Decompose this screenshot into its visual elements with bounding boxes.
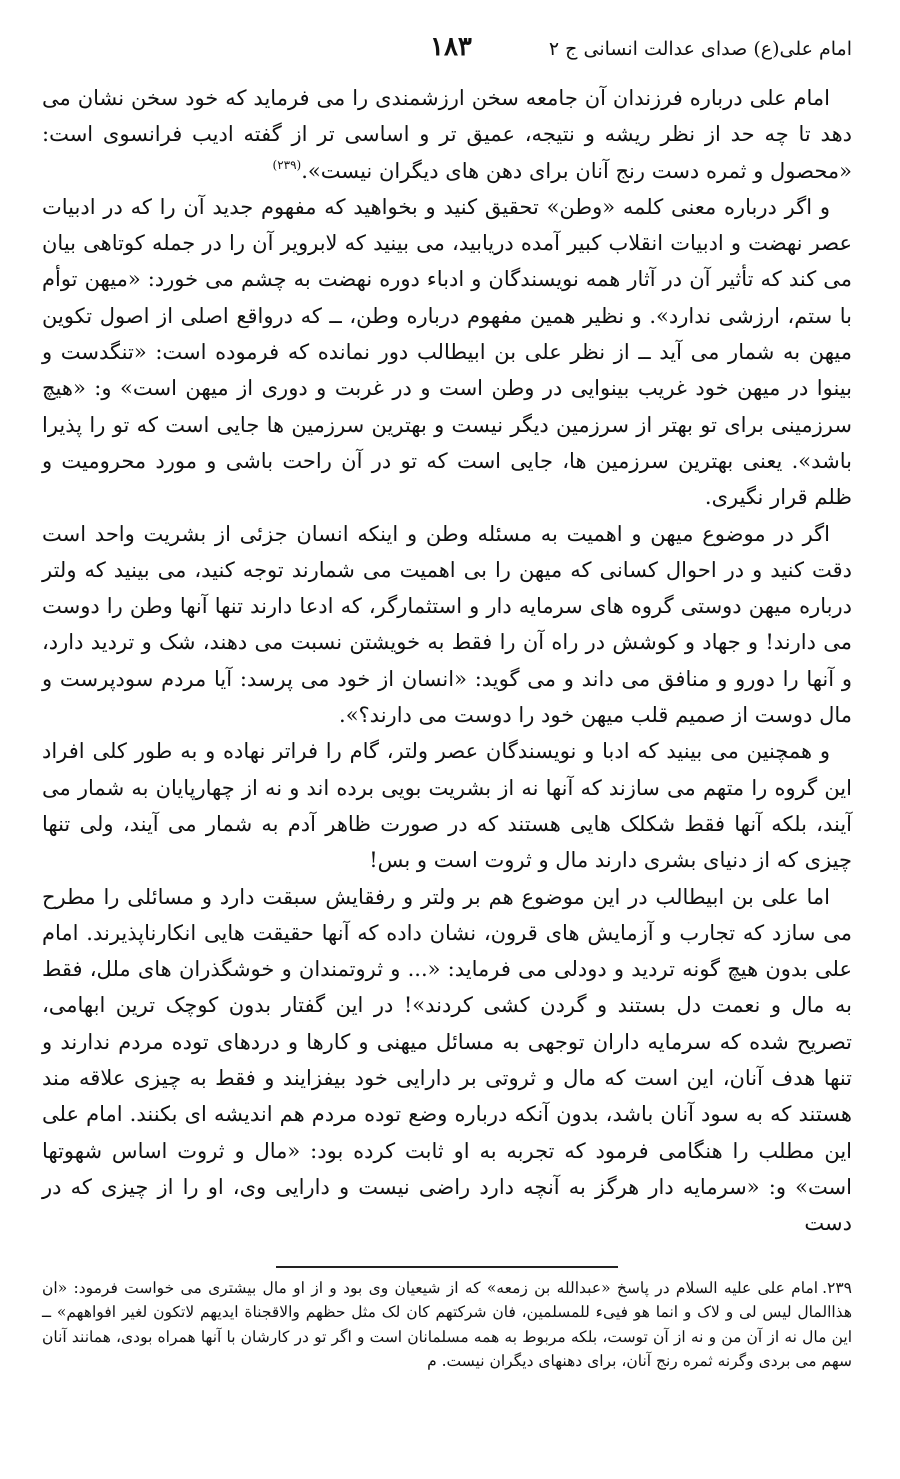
footnote — [42, 1276, 852, 1374]
paragraph — [42, 733, 852, 878]
body-text — [42, 80, 852, 1242]
footnote-number: ۲۳۹. — [822, 1278, 852, 1297]
running-head — [42, 30, 852, 80]
paragraph-text: امام علی درباره فرزندان آن جامعه سخن ارزشمندی را می فرماید که خود سخن نشان می دهد تا چه حد از نظر ریشه و نتیجه، عمیق تر و اساسی تر از گفته ادیب فرانسوی است: «محصول و ثمره دست رنج آنان برای دهن های دیگران نیست». — [42, 86, 852, 183]
book-title: امام علی(ع) صدای عدالت انسانی ج ۲ — [548, 38, 852, 60]
footnote-divider — [276, 1266, 618, 1268]
paragraph — [42, 516, 852, 734]
paragraph-text: اما علی بن ابیطالب در این موضوع هم بر ولتر و رفقایش سبقت دارد و مسائلی را مطرح می سازد که تجارب و آزمایش های قرون، نشان داده که آنها حقیقت هایی انکارناپذیرند. امام علی بدون هیچ گونه تردید و دودلی می فرماید: «... و ثروتمندان و خوشگذران های ملل، فقط به مال و نعمت دل بستند و گردن کشی کردند»! در این گفتار بدون کوچک ترین ابهامی، تصریح شده که سرمایه داران توجهی به مسائل میهنی و کارها و دردهای توده مردم ندارند و تنها هدف آنان، این است که مال و ثروتی بر دارایی خود بیفزایند و فقط به چیزی علاقه مند هستند که به سود آنان باشد، بدون آنکه درباره وضع توده مردم هم اندیشه ای بکنند. امام علی این مطلب را هنگامی فرمود که تجربه به او ثابت کرده بود: «مال و ثروت اساس شهوتها است» و: «سرمایه دار هرگز به آنچه دارد راضی نیست و دارایی وی، او را از چیزی که در دست — [42, 884, 852, 1236]
page-number: ۱۸۳ — [430, 32, 472, 62]
paragraph-text: و اگر درباره معنی کلمه «وطن» تحقیق کنید و بخواهید که مفهوم جدید آن را که در ادبیات عصر نهضت و ادبیات انقلاب کبیر آمده دریابید، می بینید که لابرویر آن را در جمله کوتاهی بیان می کند که تأثیر آن در آثار همه نویسندگان و ادباء دوره نهضت به چشم می خورد: «میهن توأم با ستم، ارزشی ندارد». و نظیر همین مفهوم درباره وطن، ــ که درواقع اصلی از اصول تکوین میهن به شمار می آید ــ از نظر علی بن ابیطالب دور نمانده که فرموده است: «تنگدست و بینوا در میهن خود غریب بینوایی در وطن است و در غربت و دوری از میهن است» و: «هیچ سرزمینی برای تو بهتر از سرزمین دیگر نیست و بهترین سرزمین ها جایی است که تو را پذیرا باشد». یعنی بهترین سرزمین ها، جایی است که تو در آن راحت باشی و مورد محرومیت و ظلم قرار نگیری. — [42, 194, 852, 510]
paragraph — [42, 80, 852, 189]
paragraph — [42, 189, 852, 516]
paragraph-text: اگر در موضوع میهن و اهمیت به مسئله وطن و اینکه انسان جزئی از بشریت واحد است دقت کنید و در احوال کسانی که میهن را بی اهمیت می شمارند توجه کنید، می بینید که ولتر درباره میهن دوستی گروه های سرمایه دار و استثمارگر، که ادعا دارند تنها آنها وطن را دوست می دارند! و جهاد و کوشش در راه آن را فقط به خویشتن نسبت می دهند، شک و تردید دارد، و آنها را دورو و منافق می داند و می گوید: «انسان از خود می پرسد: آیا مردم سودپرست و مال دوست از صمیم قلب میهن خود را دوست می دارند؟». — [42, 521, 852, 728]
footnote-reference: (۲۳۹) — [272, 157, 302, 172]
paragraph — [42, 879, 852, 1242]
footnote-text: امام علی علیه السلام در پاسخ «عبدالله بن زمعه» که از شیعیان وی بود و از او مال بیشتری می خواست فرمود: «ان هذاالمال لیس لی و لاک و انما هو فییء للمسلمین، فان شرکتهم کان لک مثل حظهم والاقجناة ایدیهم لاتکون لغیر افواههم» ــ این مال نه از آن من و نه از آن توست، بلکه مربوط به همه مسلمانان است و اگر تو در کارشان با آنها همراه بودی، همانند آنان سهم می بردی وگرنه ثمره رنج آنان، برای دهنهای دیگران نیست. م — [42, 1278, 852, 1370]
book-page — [42, 30, 852, 1374]
footnotes — [42, 1276, 852, 1374]
paragraph-text: و همچنین می بینید که ادبا و نویسندگان عصر ولتر، گام را فراتر نهاده و به طور کلی افراد این گروه را متهم می سازند که آنها نه از بشریت بویی برده اند و نه از چهارپایان به شمار می آیند، بلکه آنها فقط شکلک هایی هستند که در صورت ظاهر آدم به شمار می آیند، ولی تنها چیزی که از دنیای بشری دارند مال و ثروت است و بس! — [42, 739, 852, 873]
